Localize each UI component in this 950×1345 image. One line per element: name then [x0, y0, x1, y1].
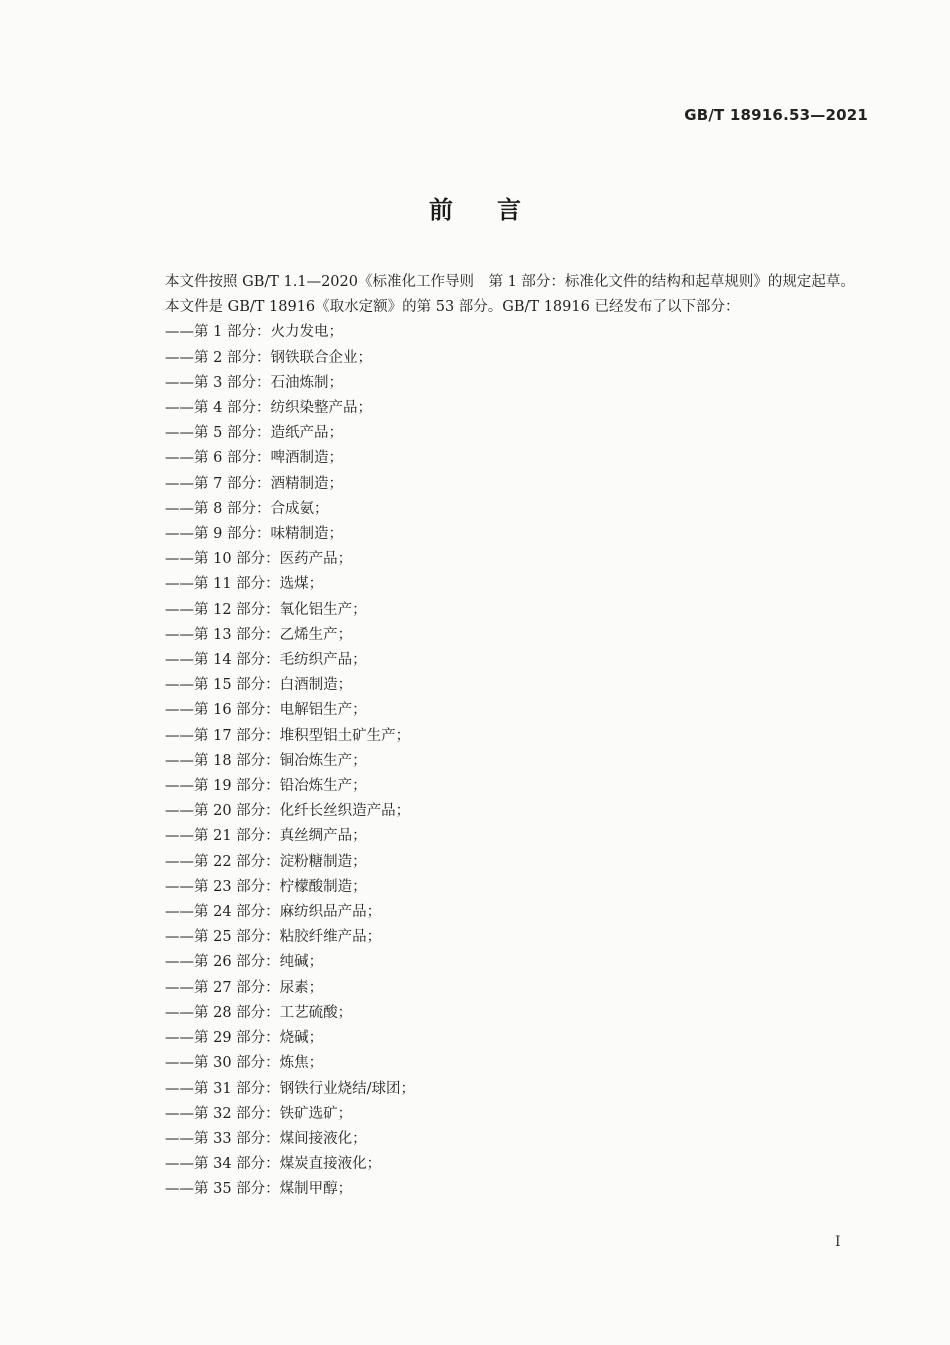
- list-item: ——第 11 部分：选煤；: [165, 576, 324, 593]
- list-item: ——第 27 部分：尿素；: [165, 979, 324, 996]
- list-item: ——第 25 部分：粘胶纤维产品；: [165, 929, 382, 946]
- list-item: ——第 13 部分：乙烯生产；: [165, 626, 353, 643]
- list-item: ——第 32 部分：铁矿选矿；: [165, 1105, 353, 1122]
- list-item: ——第 18 部分：铜冶炼生产；: [165, 752, 367, 769]
- list-item: ——第 1 部分：火力发电；: [165, 324, 343, 341]
- list-item: ——第 21 部分：真丝绸产品；: [165, 828, 367, 845]
- list-item: ——第 14 部分：毛纺织产品；: [165, 652, 367, 669]
- list-item: ——第 7 部分：酒精制造；: [165, 475, 343, 492]
- list-item: ——第 31 部分：钢铁行业烧结/球团；: [165, 1080, 416, 1097]
- parts-list: [134, 320, 870, 1202]
- list-item: ——第 17 部分：堆积型铝土矿生产；: [165, 727, 411, 744]
- list-item: ——第 28 部分：工艺硫酸；: [165, 1004, 353, 1021]
- list-item: ——第 2 部分：钢铁联合企业；: [165, 349, 372, 366]
- list-item: ——第 10 部分：医药产品；: [165, 551, 353, 568]
- list-item: ——第 22 部分：淀粉糖制造；: [165, 853, 367, 870]
- list-item: ——第 34 部分：煤炭直接液化；: [165, 1156, 382, 1173]
- list-item: ——第 24 部分：麻纺织品产品；: [165, 904, 382, 921]
- list-item: ——第 15 部分：白酒制造；: [165, 677, 353, 694]
- list-item: ——第 30 部分：炼焦；: [165, 1055, 324, 1072]
- list-item: ——第 5 部分：造纸产品；: [165, 425, 343, 442]
- page-number: I: [835, 1234, 841, 1250]
- list-item: ——第 16 部分：电解铝生产；: [165, 702, 367, 719]
- list-item: ——第 35 部分：煤制甲醇；: [165, 1181, 353, 1198]
- list-item: ——第 4 部分：纺织染整产品；: [165, 400, 372, 417]
- document-body: [134, 270, 870, 1203]
- standard-code: GB/T 18916.53—2021: [684, 106, 868, 124]
- list-item: ——第 8 部分：合成氨；: [165, 500, 329, 517]
- list-item: ——第 6 部分：啤酒制造；: [165, 450, 343, 467]
- list-item: ——第 3 部分：石油炼制；: [165, 374, 343, 391]
- list-item: ——第 29 部分：烧碱；: [165, 1030, 324, 1047]
- list-item: ——第 19 部分：铅冶炼生产；: [165, 778, 367, 795]
- list-item: ——第 12 部分：氧化铝生产；: [165, 601, 367, 618]
- list-item: ——第 33 部分：煤间接液化；: [165, 1130, 367, 1147]
- list-item: ——第 26 部分：纯碱；: [165, 954, 324, 971]
- page-title: 前言: [429, 196, 565, 224]
- list-item: ——第 9 部分：味精制造；: [165, 526, 343, 543]
- list-item: ——第 20 部分：化纤长丝织造产品；: [165, 803, 411, 820]
- paragraph-drafting-rules: 本文件按照 GB/T 1.1—2020《标准化工作导则 第 1 部分：标准化文件的结构和起草规则》的规定起草。: [165, 274, 855, 290]
- paragraph-series-intro: 本文件是 GB/T 18916《取水定额》的第 53 部分。GB/T 18916 已经发布了以下部分：: [165, 299, 740, 316]
- list-item: ——第 23 部分：柠檬酸制造；: [165, 878, 367, 895]
